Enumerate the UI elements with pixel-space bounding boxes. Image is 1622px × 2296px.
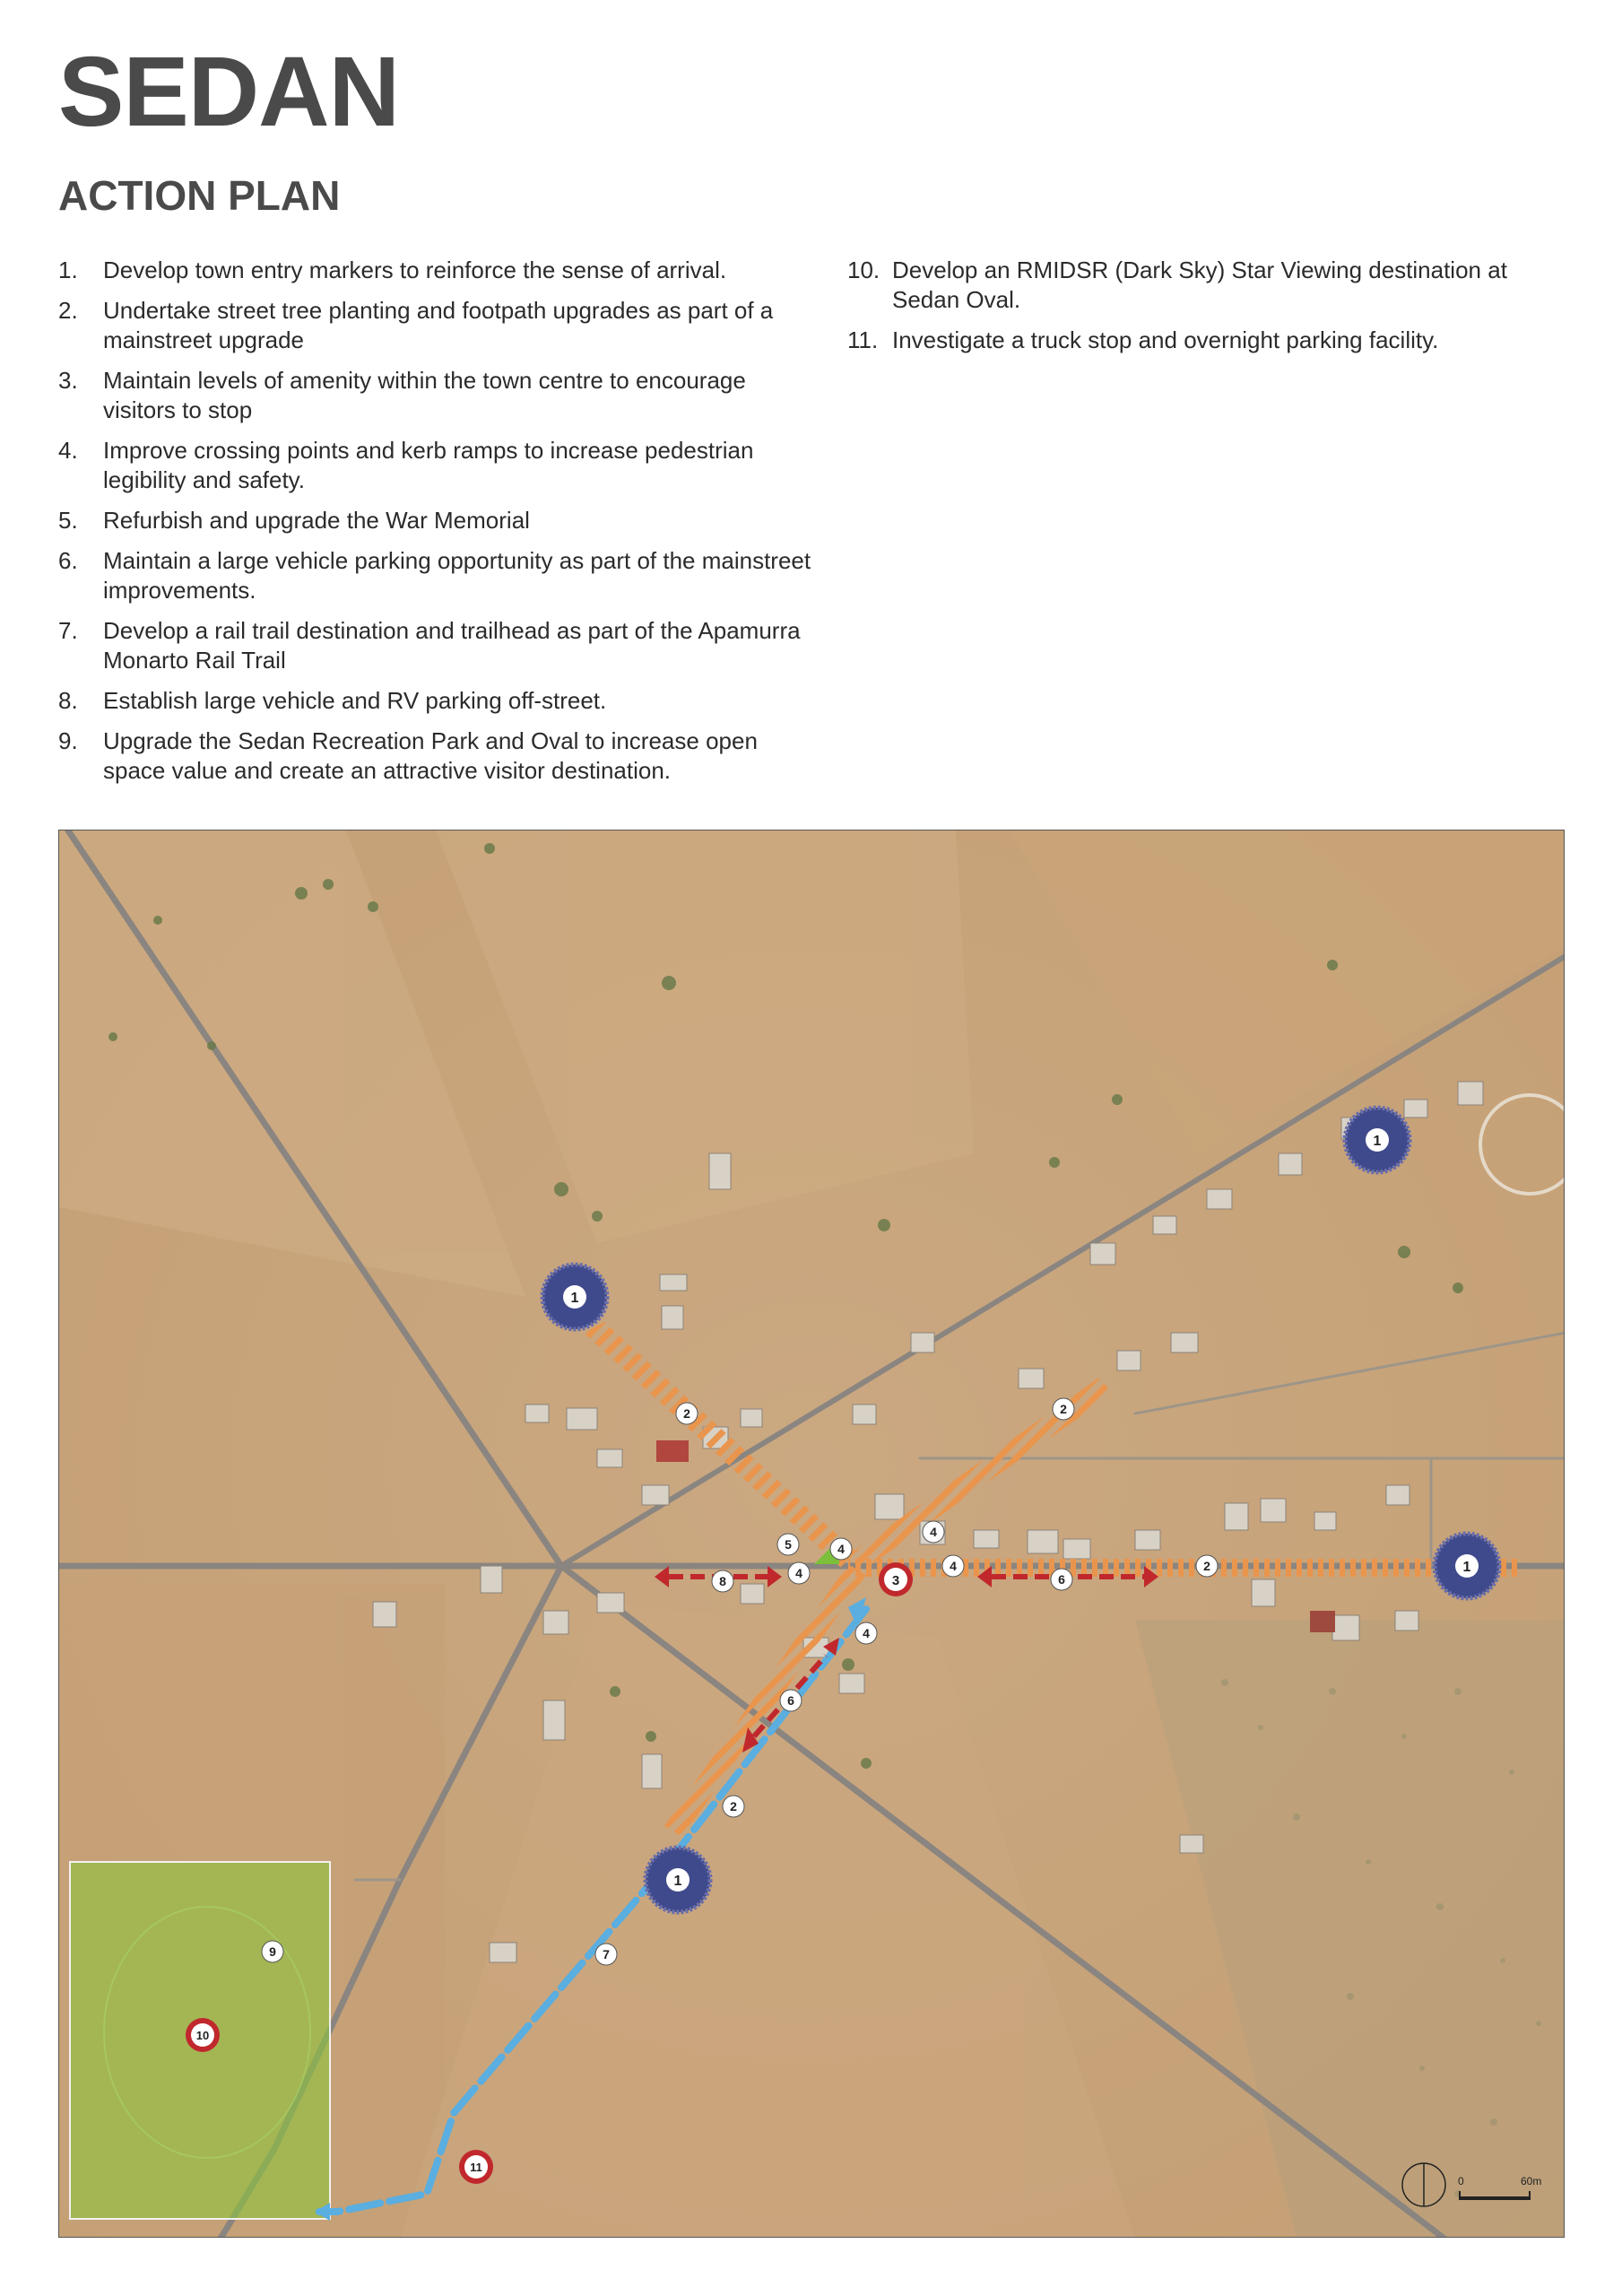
svg-text:7: 7 (603, 1947, 610, 1961)
action-item-9 (58, 726, 811, 786)
map-label[interactable] (780, 1690, 802, 1711)
action-number: 9. (58, 727, 78, 754)
map-canvas (59, 831, 1565, 2238)
svg-text:4: 4 (930, 1525, 937, 1539)
action-number: 11. (847, 326, 879, 353)
svg-text:2: 2 (730, 1799, 737, 1813)
action-item-6 (58, 546, 811, 605)
svg-text:4: 4 (837, 1542, 845, 1556)
entry-marker[interactable] (1435, 1534, 1499, 1598)
map-label[interactable] (723, 1796, 744, 1817)
action-text: Develop town entry markers to reinforce the sense of arrival. (103, 257, 727, 283)
map-label[interactable] (942, 1555, 964, 1577)
action-text: Refurbish and upgrade the War Memorial (103, 507, 530, 534)
entry-marker[interactable] (646, 1848, 710, 1912)
action-item-3 (58, 366, 811, 425)
action-text: Improve crossing points and kerb ramps to increase pedestrian legibility and safety. (103, 437, 754, 493)
action-number: 2. (58, 297, 78, 324)
action-number: 3. (58, 367, 78, 394)
svg-text:2: 2 (1203, 1559, 1210, 1573)
action-number: 6. (58, 547, 78, 574)
action-text: Undertake street tree planting and footpath upgrades as part of a mainstreet upgrade (103, 297, 774, 353)
action-number: 1. (58, 257, 78, 283)
action-item-10 (847, 256, 1565, 315)
map-label[interactable] (262, 1941, 283, 1962)
svg-text:4: 4 (795, 1566, 802, 1580)
amenity-marker[interactable] (186, 2018, 220, 2052)
action-text: Upgrade the Sedan Recreation Park and Oval to increase open space value and create an attractive visitor destination. (103, 727, 758, 784)
svg-text:2: 2 (1060, 1402, 1067, 1416)
svg-text:5: 5 (785, 1537, 792, 1552)
action-list-left (58, 256, 811, 796)
svg-text:0: 0 (1458, 2175, 1464, 2187)
page-title: SEDAN (58, 37, 400, 147)
map-label[interactable] (1196, 1555, 1218, 1577)
entry-marker[interactable] (1345, 1108, 1409, 1172)
entry-marker-label: 1 (673, 1874, 682, 1889)
svg-text:4: 4 (863, 1626, 870, 1640)
action-text: Establish large vehicle and RV parking off-street. (103, 687, 607, 714)
amenity-marker-label: 11 (470, 2161, 482, 2174)
map-label[interactable] (777, 1534, 799, 1555)
entry-marker-label: 1 (1462, 1560, 1471, 1575)
map-label[interactable] (1053, 1398, 1074, 1420)
action-item-11 (847, 326, 1565, 355)
map-label[interactable] (1051, 1569, 1072, 1590)
action-number: 8. (58, 687, 78, 714)
amenity-marker[interactable] (879, 1562, 913, 1596)
amenity-marker-label: 3 (891, 1573, 900, 1588)
map-label[interactable] (855, 1622, 877, 1644)
action-item-8 (58, 686, 811, 716)
action-number: 4. (58, 437, 78, 464)
red-roof-building (1310, 1611, 1335, 1632)
map-label[interactable] (595, 1944, 617, 1965)
action-text: Develop a rail trail destination and trailhead as part of the Apamurra Monarto Rail Trail (103, 617, 801, 674)
action-text: Maintain levels of amenity within the town centre to encourage visitors to stop (103, 367, 746, 423)
red-roof-building (656, 1440, 689, 1462)
svg-text:4: 4 (950, 1559, 957, 1573)
entry-marker[interactable] (542, 1265, 607, 1329)
action-number: 5. (58, 507, 78, 534)
svg-text:2: 2 (683, 1406, 690, 1421)
action-item-2 (58, 296, 811, 355)
amenity-marker-label: 10 (195, 2029, 210, 2042)
action-item-5 (58, 506, 811, 535)
page-subtitle: ACTION PLAN (58, 172, 341, 219)
map-label[interactable] (676, 1403, 698, 1424)
action-list-right (847, 256, 1565, 366)
action-item-4 (58, 436, 811, 495)
action-number: 7. (58, 617, 78, 644)
action-item-7 (58, 616, 811, 675)
map-label[interactable] (830, 1538, 852, 1560)
svg-text:9: 9 (269, 1944, 276, 1959)
svg-text:6: 6 (1058, 1572, 1065, 1587)
entry-marker-label: 1 (570, 1291, 579, 1306)
svg-text:6: 6 (787, 1693, 794, 1708)
action-number: 10. (847, 257, 880, 283)
amenity-marker[interactable] (459, 2150, 493, 2184)
svg-text:60m: 60m (1521, 2175, 1542, 2187)
map-label[interactable] (788, 1562, 810, 1584)
action-item-1 (58, 256, 811, 285)
action-text: Maintain a large vehicle parking opportunity as part of the mainstreet improvements. (103, 547, 811, 604)
aerial-map[interactable] (58, 830, 1565, 2238)
action-text: Develop an RMIDSR (Dark Sky) Star Viewing destination at Sedan Oval. (892, 257, 1507, 313)
map-label[interactable] (712, 1570, 733, 1592)
svg-text:8: 8 (719, 1574, 726, 1588)
entry-marker-label: 1 (1373, 1134, 1382, 1149)
map-label[interactable] (923, 1521, 944, 1543)
action-text: Investigate a truck stop and overnight parking facility. (892, 326, 1439, 353)
